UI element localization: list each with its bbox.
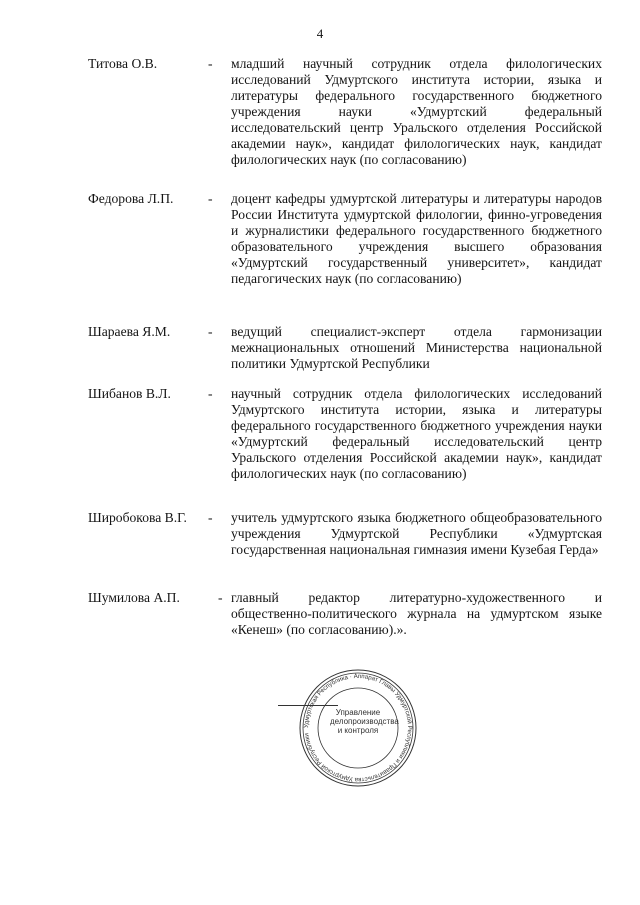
member-name: Шараева Я.М.	[88, 324, 171, 339]
separator-dash: -	[208, 191, 213, 206]
member-name: Шумилова А.П.	[88, 590, 180, 605]
member-description: учитель удмуртского языка бюджетного общеобразовательного учреждения Удмуртской Республики «Удмуртская государственная национальная гимназия имени Кузебая Герда»	[231, 510, 602, 557]
page-number: 4	[316, 26, 324, 41]
member-description: младший научный сотрудник отдела филологических исследований Удмуртского института истории, языка и литературы федерального государственного бюджетного учреждения науки «Удмуртский федеральный исследовательский центр Уральского отделения Российской академии наук», кандидат филологических наук, кандидат филологических наук (по согласованию)	[231, 56, 602, 167]
member-name: Титова О.В.	[88, 56, 158, 71]
member-name: Федорова Л.П.	[88, 191, 174, 206]
separator-dash: -	[208, 324, 213, 339]
stamp-center-text: Управление делопроизводства и контроля	[330, 708, 399, 735]
stamp-area	[278, 668, 438, 788]
stamp-ring-text: Удмуртская Республика · Аппарат Главы Удмуртской Республики и Правительства Удмуртской Республики	[302, 672, 414, 784]
member-description: главный редактор литературно-художественного и общественно-политического журнала на удмуртском языке «Кенеш» (по согласованию).».	[231, 590, 602, 637]
member-description: ведущий специалист-эксперт отдела гармонизации межнациональных отношений Министерства национальной политики Удмуртской Республики	[231, 324, 602, 371]
separator-dash: -	[208, 510, 213, 525]
member-description: доцент кафедры удмуртской литературы и литературы народов России Института удмуртской филологии, финно-угроведения и журналистики федерального государственного бюджетного образовательного учреждения высшего образования «Удмуртский государственный университет», кандидат педагогических наук (по согласованию)	[231, 191, 602, 286]
separator-dash: -	[208, 56, 213, 71]
member-name: Широбокова В.Г.	[88, 510, 187, 525]
member-name: Шибанов В.Л.	[88, 386, 171, 401]
separator-dash: -	[218, 590, 223, 605]
separator-dash: -	[208, 386, 213, 401]
member-description: научный сотрудник отдела филологических исследований Удмуртского института истории, языка и литературы федерального государственного бюджетного учреждения науки «Удмуртский федеральный исследовательский центр Уральского отделения Российской академии наук», кандидат филологических наук (по согласованию)	[231, 386, 602, 481]
